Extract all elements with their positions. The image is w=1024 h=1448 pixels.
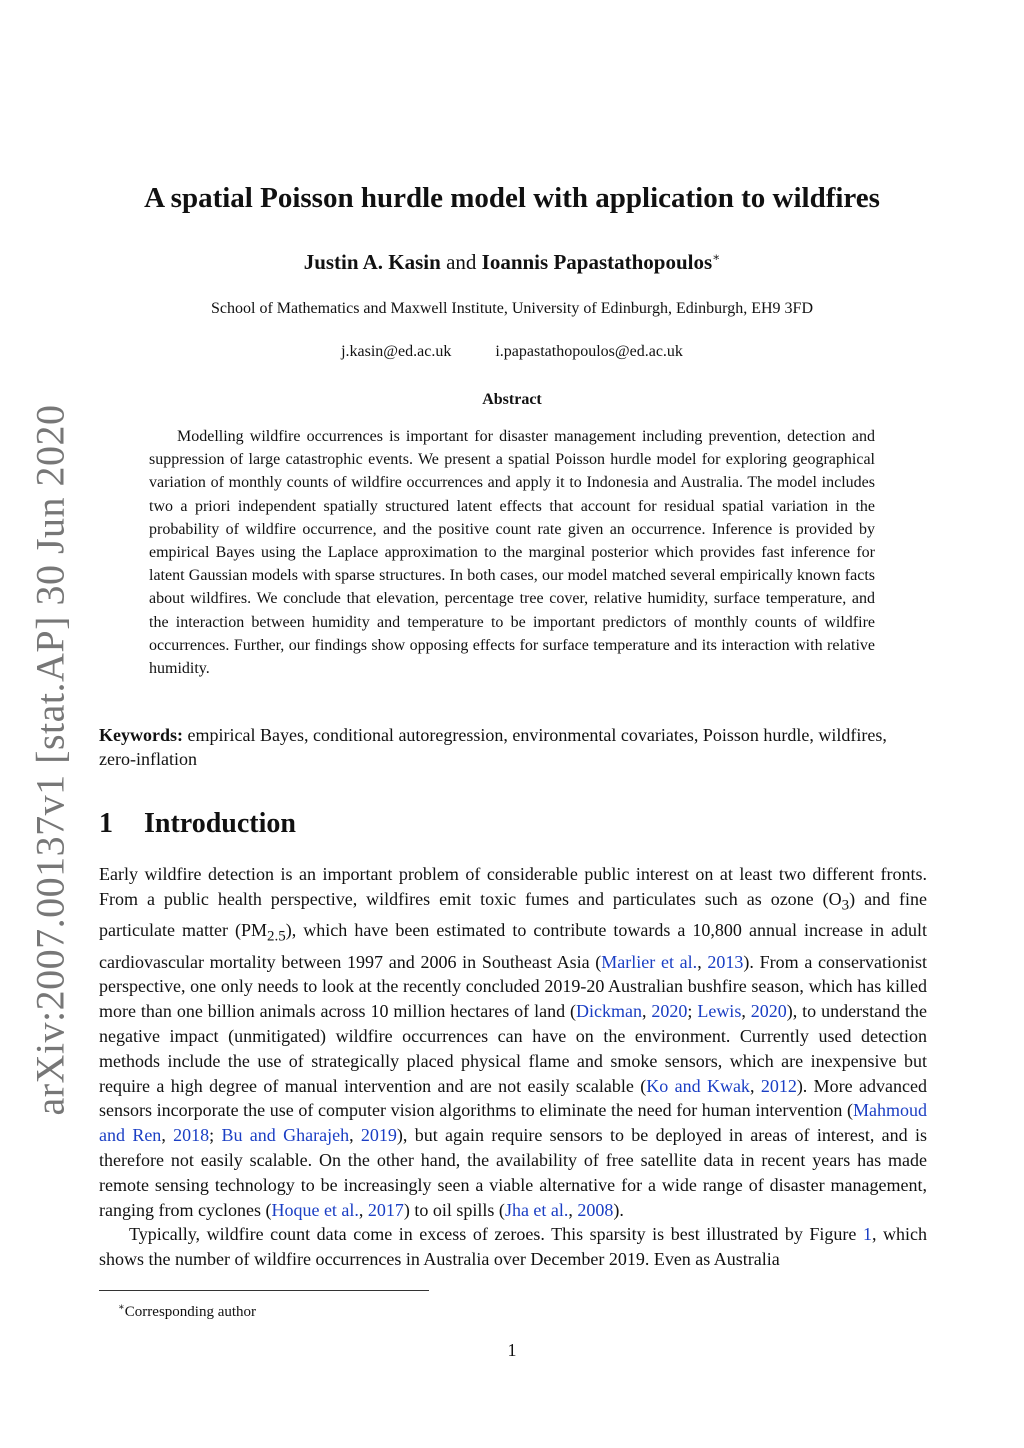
abstract-heading: Abstract [482,391,542,408]
footnote-mark: ∗ [118,1301,125,1313]
paragraph-1: Early wildfire detection is an important problem of considerable public interest on at least two different fronts. From a public health perspective, wildfires emit toxic fumes and particulates such as ozone $(O_3)$ and fine particulate matter $(PM_{2.5})$, which have been estimated to contribute towards a 10,800 annual increase in adult cardiovascular mortality between 1997 and 2006 in Southeast Asia (Marlier et al., 2013). From a conservationist perspective, one only needs to look at the recently concluded 2019-20 Australian bushfire season, which has killed more than one billion animals across 10 million hectares of land (Dickman, 2020; Lewis, 2020), to understand the negative impact (unmitigated) wildfire occurrences can have on the environment. Currently used detection methods include the use of strategically placed physical flame and smoke sensors, which are inexpensive but require a high degree of manual intervention and are not easily scalable (Ko and Kwak, 2012). More advanced sensors incorporate the use of computer vision algorithms to eliminate the need for human intervention (Mahmoud and Ren, 2018; Bu and Gharajeh, 2019), but again require sensors to be deployed in areas of interest, and is therefore not easily scalable. On the other hand, the availability of free satellite data in recent years has made remote sensing technology to be increasingly seen a viable alternative for a wide range of disaster management, ranging from cyclones (Hoque et al., 2017) to oil spills (Jha et al., 2008). [99,864,928,1220]
email-list [0,343,1024,361]
citation-lewis-year[interactable]: 2020 [750,1001,787,1022]
figure-1-reference[interactable]: 1 [862,1224,872,1245]
citation-jha-year[interactable]: 2008 [577,1199,614,1220]
arxiv-identifier-stamp: arXiv:2007.00137v1 [stat.AP] 30 Jun 2020 [27,404,73,1116]
citation-marlier-year[interactable]: 2013 [707,951,744,972]
author-conjunction: and [446,250,477,274]
keywords [99,723,927,771]
citation-hoque-year[interactable]: 2017 [367,1199,404,1220]
paper-title: A spatial Poisson hurdle model with application to wildfires [144,182,880,214]
keywords-list: empirical Bayes, conditional autoregression, environmental covariates, Poisson hurdle, wildfires, zero-inflation [99,725,887,769]
email-papastathopoulos[interactable]: i.papastathopoulos@ed.ac.uk [495,343,683,360]
citation-lewis[interactable]: Lewis [697,1001,742,1022]
author-kasin: Justin A. Kasin [303,250,441,274]
author-papastathopoulos: Ioannis Papastathopoulos [481,250,713,274]
citation-marlier[interactable]: Marlier et al. [601,951,698,972]
abstract-text: Modelling wildfire occurrences is important for disaster management including prevention, detection and suppression of large catastrophic events. We present a spatial Poisson hurdle model for exploring geographical variation of monthly counts of wildfire occurrences and apply it to Indonesia and Australia. The model includes two a priori independent spatially structured latent effects that account for residual spatial variation in the probability of wildfire occurrence, and the positive count rate given an occurrence. Inference is provided by empirical Bayes using the Laplace approximation to the marginal posterior which provides fast inference for latent Gaussian models with sparse structures. In both cases, our model matched several empirically known facts about wildfires. We conclude that elevation, percentage tree cover, relative humidity, surface temperature, and the interaction between humidity and temperature to be important predictors of monthly counts of wildfire occurrences. Further, our findings show opposing effects for surface temperature and its interaction with relative humidity. [149,428,875,678]
citation-ko-kwak-year[interactable]: 2012 [760,1075,797,1096]
section-number: 1 [99,808,113,839]
citation-mahmoud-ren[interactable]: Mahmoud and Ren [99,1100,927,1146]
section-heading-introduction [99,808,296,840]
keywords-label: Keywords: [99,725,183,745]
corresponding-author-mark[interactable]: ∗ [712,250,721,264]
page-number: 1 [507,1339,517,1360]
citation-jha[interactable]: Jha et al. [504,1199,569,1220]
introduction-body [99,862,928,1360]
footnote-divider [99,1290,429,1291]
email-kasin[interactable]: j.kasin@ed.ac.uk [341,343,452,360]
footnote-text: Corresponding author [124,1303,257,1320]
citation-ko-kwak[interactable]: Ko and Kwak [646,1075,750,1096]
citation-hoque[interactable]: Hoque et al. [271,1199,359,1220]
paragraph-2: Typically, wildfire count data come in excess of zeroes. This sparsity is best illustrated by Figure 1, which shows the number of wildfire occurrences in Australia over December 2019. Even as Australia [99,1224,927,1270]
footnote-corresponding-author [118,1296,256,1325]
affiliation: School of Mathematics and Maxwell Institute, University of Edinburgh, Edinburgh, EH9 3FD [211,300,813,317]
section-title: Introduction [144,808,296,839]
citation-bu-gharajeh-year[interactable]: 2019 [360,1125,397,1146]
citation-dickman-year[interactable]: 2020 [651,1001,688,1022]
citation-mahmoud-ren-year[interactable]: 2018 [173,1125,210,1146]
citation-bu-gharajeh[interactable]: Bu and Gharajeh [221,1125,350,1146]
author-line [0,250,1024,275]
citation-dickman[interactable]: Dickman [576,1001,642,1022]
